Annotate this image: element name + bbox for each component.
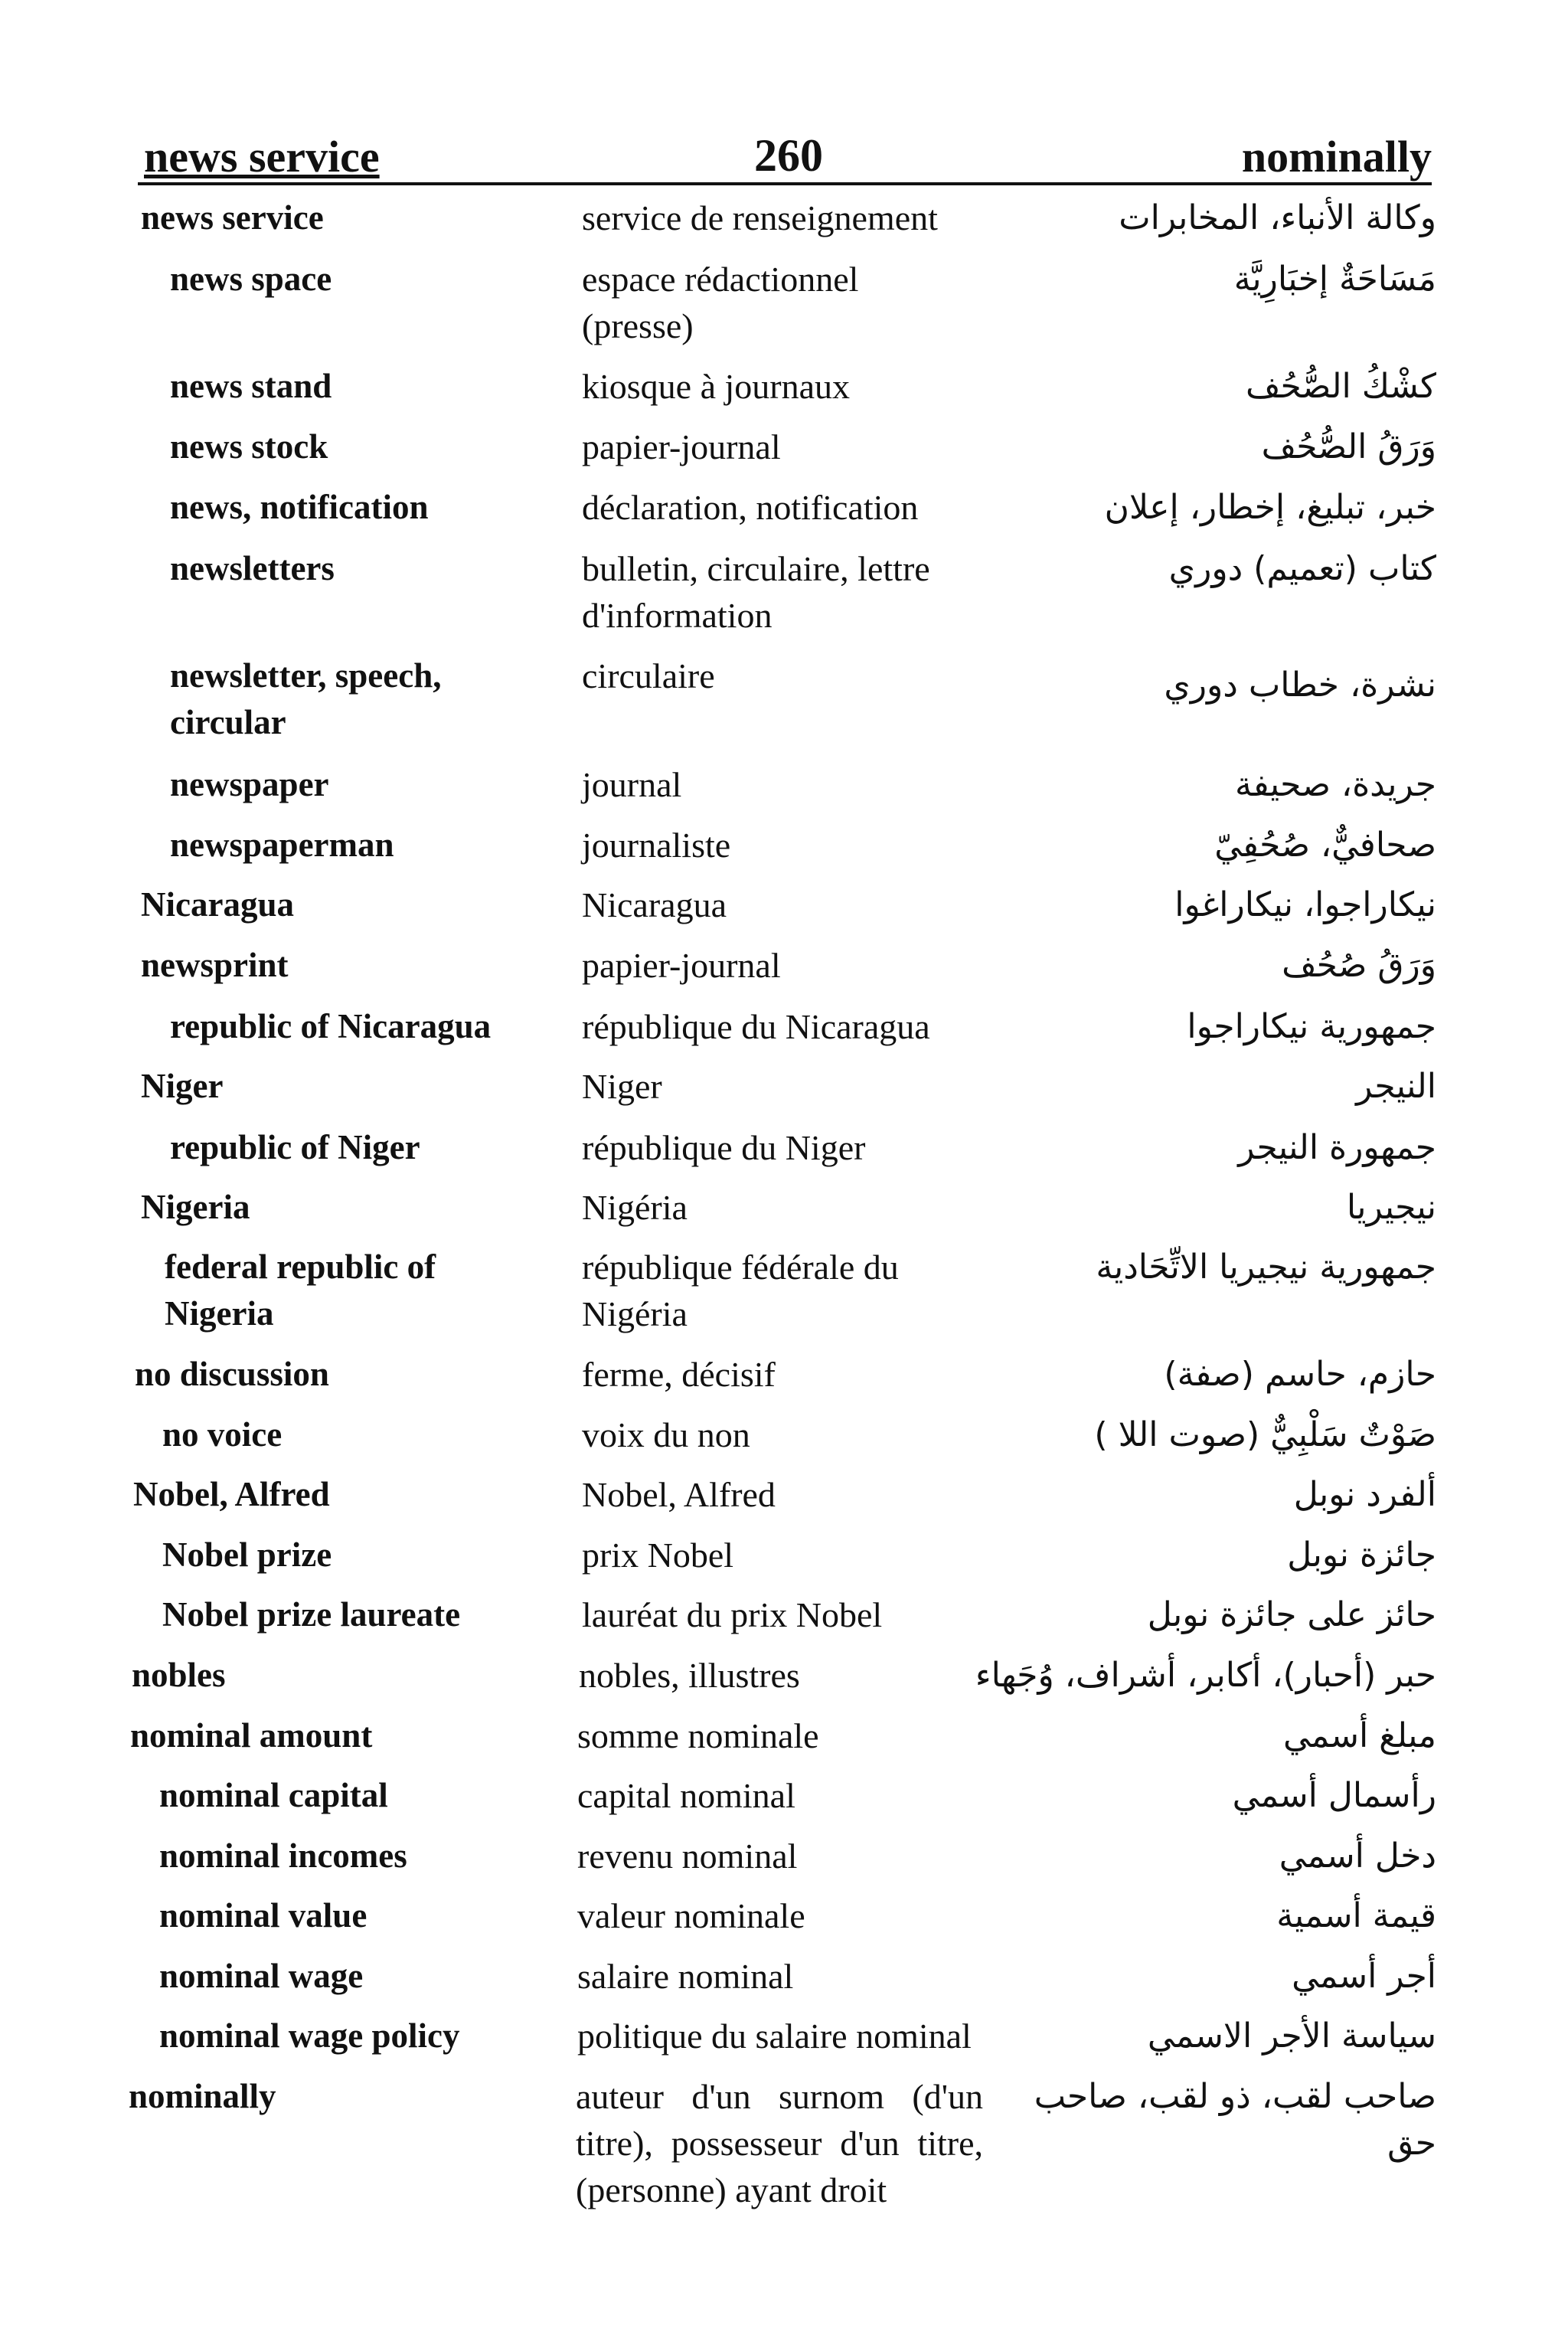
entry-french: Nigéria bbox=[582, 1188, 688, 1227]
entry-arabic: نيجيريا bbox=[1346, 1188, 1436, 1227]
entry-arabic: جريدة، صحيفة bbox=[1235, 765, 1436, 804]
entry-arabic: ألفرد نوبل bbox=[1293, 1475, 1436, 1514]
entry-english: nominal wage policy bbox=[159, 2016, 460, 2055]
entry-english: Niger bbox=[141, 1067, 224, 1105]
entry-french: kiosque à journaux bbox=[582, 367, 851, 406]
entry-french: déclaration, notification bbox=[582, 488, 919, 527]
entry-english: Nicaragua bbox=[141, 885, 294, 924]
entry-english: news, notification bbox=[170, 488, 429, 526]
entry-arabic: النيجر bbox=[1356, 1067, 1436, 1106]
entry-arabic: جمهورة النيجر bbox=[1238, 1128, 1436, 1167]
entry-english: news space bbox=[170, 260, 332, 298]
entry-english: Nigeria bbox=[141, 1188, 250, 1226]
entry-english: federal republic of Nigeria bbox=[165, 1248, 436, 1333]
entry-arabic: صاحب لقب، ذو لقب، صاحب حق bbox=[1034, 2077, 1436, 2163]
entry-english: nominal wage bbox=[159, 1957, 364, 1995]
entry-french: journal bbox=[582, 765, 682, 804]
entry-french: Niger bbox=[582, 1067, 662, 1106]
entry-french: capital nominal bbox=[577, 1776, 795, 1815]
entry-english: no discussion bbox=[135, 1355, 329, 1393]
entry-arabic: نشرة، خطاب دوري bbox=[1164, 666, 1436, 705]
entry-arabic: حائز على جائزة نوبل bbox=[1147, 1595, 1436, 1634]
entry-english: nominal value bbox=[159, 1896, 368, 1935]
entry-arabic: حبر (أحبار)، أكابر، أشراف، وُجَهاء bbox=[975, 1656, 1436, 1695]
entry-arabic: حازم، حاسم (صفة) bbox=[1164, 1355, 1436, 1394]
entry-arabic: جمهورية نيجيريا الاتِّحَادية bbox=[1096, 1248, 1436, 1287]
entry-english: newsprint bbox=[141, 946, 289, 984]
entry-french: valeur nominale bbox=[577, 1896, 805, 1935]
entry-french: Nicaragua bbox=[582, 885, 727, 924]
entry-french: voix du non bbox=[582, 1415, 750, 1454]
entry-french: lauréat du prix Nobel bbox=[582, 1595, 883, 1634]
entry-arabic: قيمة أسمية bbox=[1276, 1896, 1436, 1935]
entry-french: république du Nicaragua bbox=[582, 1007, 930, 1046]
entry-english: no voice bbox=[162, 1415, 283, 1454]
entry-french: papier-journal bbox=[582, 427, 781, 466]
entry-french: somme nominale bbox=[577, 1716, 819, 1755]
entry-french: nobles, illustres bbox=[579, 1656, 800, 1695]
entry-arabic: وَرَقُ الصُّحُف bbox=[1261, 427, 1436, 466]
entry-arabic: مبلغ أسمي bbox=[1282, 1716, 1436, 1755]
entry-english: Nobel prize laureate bbox=[162, 1595, 461, 1634]
entry-arabic: أجر أسمي bbox=[1292, 1957, 1436, 1996]
entry-french: bulletin, circulaire, lettre d'information bbox=[582, 549, 930, 635]
entry-english: newspaperman bbox=[170, 826, 394, 864]
entry-english: newspaper bbox=[170, 765, 329, 803]
entry-english: newsletters bbox=[170, 549, 335, 587]
entry-english: news stock bbox=[170, 427, 328, 466]
entry-french: ferme, décisif bbox=[582, 1355, 776, 1394]
entry-english: republic of Niger bbox=[170, 1128, 420, 1166]
entry-arabic: كشْكُ الصُّحُف bbox=[1245, 367, 1436, 406]
entry-french: république fédérale du Nigéria bbox=[582, 1248, 899, 1333]
entry-english: nominally bbox=[129, 2077, 276, 2115]
entry-arabic: دخل أسمي bbox=[1279, 1836, 1436, 1876]
entry-arabic: مَسَاحَةٌ إخبَارِيَّة bbox=[1233, 260, 1436, 299]
entry-english: nominal capital bbox=[159, 1776, 388, 1814]
entry-french: circulaire bbox=[582, 656, 715, 695]
page-number: 260 bbox=[754, 130, 823, 181]
entry-french: espace rédactionnel (presse) bbox=[582, 260, 859, 345]
entry-arabic: نيكاراجوا، نيكاراغوا bbox=[1174, 885, 1436, 924]
entry-english: news service bbox=[141, 198, 324, 237]
right-guide-word: nominally bbox=[1241, 132, 1432, 182]
entry-arabic: وَرَقُ صُحُف bbox=[1282, 946, 1436, 985]
entry-french: revenu nominal bbox=[577, 1836, 798, 1876]
entry-french: journaliste bbox=[582, 826, 731, 865]
entry-arabic: سياسة الأجر الاسمي bbox=[1147, 2016, 1436, 2056]
entry-english: nominal incomes bbox=[159, 1836, 407, 1875]
entry-english: nobles bbox=[132, 1656, 226, 1694]
entry-french: politique du salaire nominal bbox=[577, 2016, 972, 2056]
entry-english: newsletter, speech, circular bbox=[170, 656, 442, 741]
entry-french: prix Nobel bbox=[582, 1536, 734, 1575]
entry-french: Nobel, Alfred bbox=[582, 1475, 776, 1514]
entry-arabic: خبر، تبليغ، إخطار، إعلان bbox=[1104, 488, 1436, 527]
entry-english: news stand bbox=[170, 367, 332, 405]
entry-french: auteur d'un surnom (d'un titre), possesseur d'un titre, (personne) ayant droit bbox=[576, 2077, 983, 2209]
entry-arabic: صحافيٌّ، صُحُفِيّ bbox=[1214, 826, 1436, 865]
entry-english: nominal amount bbox=[130, 1716, 373, 1755]
entry-arabic: رأسمال أسمي bbox=[1232, 1776, 1436, 1815]
entry-english: Nobel, Alfred bbox=[133, 1475, 330, 1513]
entry-english: Nobel prize bbox=[162, 1536, 332, 1574]
entry-arabic: صَوْتٌ سَلْبِيٌّ (صوت اللا ) bbox=[1094, 1415, 1436, 1454]
entry-arabic: جائزة نوبل bbox=[1287, 1536, 1436, 1575]
entry-arabic: كتاب (تعميم) دوري bbox=[1168, 549, 1436, 588]
entry-french: salaire nominal bbox=[577, 1957, 794, 1996]
entry-french: république du Niger bbox=[582, 1128, 866, 1167]
entry-french: service de renseignement bbox=[582, 198, 938, 237]
entry-arabic: جمهورية نيكاراجوا bbox=[1187, 1007, 1436, 1046]
entry-french: papier-journal bbox=[582, 946, 781, 985]
left-guide-word: news service bbox=[144, 132, 380, 182]
entry-english: republic of Nicaragua bbox=[170, 1007, 492, 1045]
entry-arabic: وكالة الأنباء، المخابرات bbox=[1119, 198, 1436, 237]
